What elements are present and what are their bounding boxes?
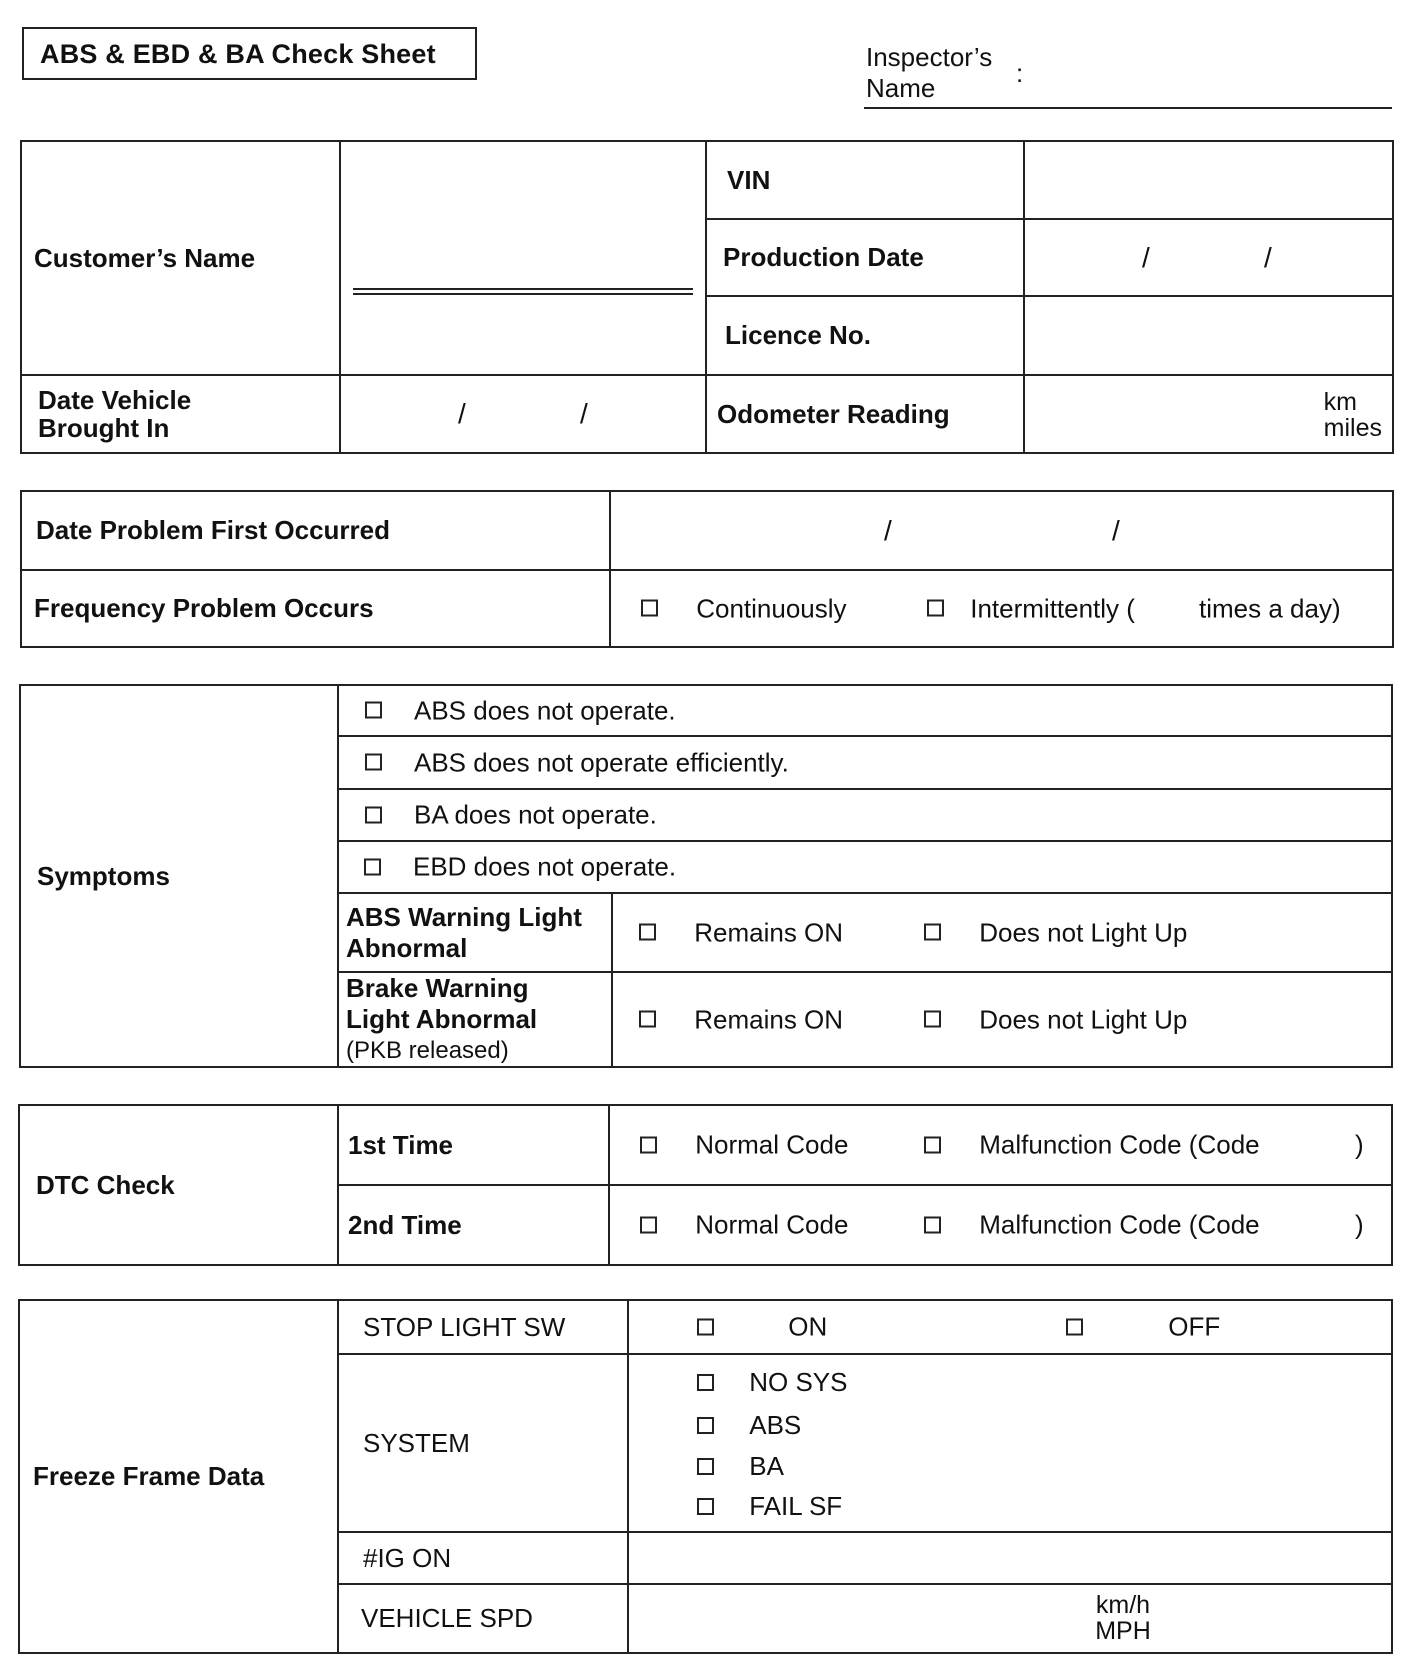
stop-light-sw-options bbox=[628, 1300, 1392, 1354]
dtc-check-label: DTC Check bbox=[19, 1105, 338, 1265]
checkbox[interactable] bbox=[364, 858, 381, 875]
symptom-ba-not-operate: BA does not operate. bbox=[414, 799, 657, 830]
vehicle-spd-label: VEHICLE SPD bbox=[338, 1584, 628, 1653]
ig-on-label: #IG ON bbox=[338, 1532, 628, 1584]
vin-label: VIN bbox=[706, 141, 1024, 219]
date-brought-in-line1: Date Vehicle bbox=[38, 385, 192, 415]
abs-warning-light-line1: ABS Warning Light bbox=[346, 901, 582, 932]
dtc-first-time-options bbox=[609, 1105, 1392, 1185]
normal-code-label: Normal Code bbox=[695, 1129, 849, 1160]
checkbox[interactable] bbox=[640, 1216, 657, 1233]
checkbox[interactable] bbox=[924, 924, 941, 941]
remains-on-label: Remains ON bbox=[694, 917, 844, 947]
does-not-light-up-label: Does not Light Up bbox=[979, 1004, 1188, 1034]
system-option-label: ABS bbox=[749, 1410, 802, 1440]
odometer-field[interactable] bbox=[1024, 375, 1393, 453]
symptom-row[interactable] bbox=[338, 685, 1392, 736]
system-option-label: FAIL SF bbox=[749, 1491, 843, 1521]
inspector-label-line2: Name bbox=[866, 73, 936, 103]
date-problem-first-occurred-field[interactable] bbox=[610, 491, 1393, 570]
checkbox[interactable] bbox=[365, 754, 382, 771]
system-option-abs[interactable] bbox=[697, 1410, 801, 1441]
checkbox[interactable] bbox=[640, 1136, 657, 1153]
abs-warning-light-label bbox=[338, 893, 612, 972]
date-separator: / bbox=[1112, 514, 1120, 546]
vehicle-spd-field[interactable] bbox=[628, 1584, 1392, 1653]
checkbox[interactable] bbox=[639, 1011, 656, 1028]
unit-km: km bbox=[1323, 388, 1357, 416]
production-date-field[interactable] bbox=[1024, 219, 1393, 296]
intermittently-option[interactable] bbox=[927, 593, 1135, 624]
malfunction-code-label: Malfunction Code (Code bbox=[979, 1129, 1260, 1160]
symptom-row[interactable] bbox=[338, 841, 1392, 893]
frequency-problem-occurs-label: Frequency Problem Occurs bbox=[21, 570, 610, 647]
abs-warning-light-line2: Abnormal bbox=[346, 932, 468, 963]
customer-name-label: Customer’s Name bbox=[21, 141, 340, 375]
symptom-row[interactable] bbox=[338, 789, 1392, 841]
licence-no-label: Licence No. bbox=[706, 296, 1024, 375]
date-problem-first-occurred-label: Date Problem First Occurred bbox=[21, 491, 610, 570]
checkbox[interactable] bbox=[697, 1374, 714, 1391]
dtc-second-time-label: 2nd Time bbox=[338, 1185, 609, 1265]
system-option-fail-sf[interactable] bbox=[697, 1491, 842, 1522]
checkbox[interactable] bbox=[1066, 1318, 1083, 1335]
date-separator: / bbox=[580, 398, 588, 429]
checkbox[interactable] bbox=[639, 924, 656, 941]
freeze-frame-table bbox=[18, 1299, 1393, 1654]
brake-warning-light-line2: Light Abnormal bbox=[346, 1004, 538, 1034]
symptom-ebd-not-operate: EBD does not operate. bbox=[413, 851, 677, 882]
problem-occurrence-table bbox=[20, 490, 1394, 648]
system-option-ba[interactable] bbox=[697, 1451, 784, 1482]
customer-name-field[interactable] bbox=[340, 141, 706, 375]
odometer-label: Odometer Reading bbox=[706, 375, 1024, 453]
remains-on-option[interactable] bbox=[639, 1004, 843, 1035]
date-brought-in-label bbox=[21, 375, 340, 453]
remains-on-label: Remains ON bbox=[694, 1004, 844, 1034]
inspector-name-label bbox=[866, 42, 992, 104]
brake-warning-light-label bbox=[338, 972, 612, 1067]
checkbox[interactable] bbox=[697, 1417, 714, 1434]
brake-warning-light-options bbox=[612, 972, 1392, 1067]
date-separator: / bbox=[884, 514, 892, 546]
times-a-day-label: times a day) bbox=[1199, 593, 1341, 623]
system-option-label: BA bbox=[749, 1451, 784, 1481]
malfunction-code-option[interactable] bbox=[924, 1130, 1260, 1161]
close-paren: ) bbox=[1355, 1209, 1364, 1240]
intermittently-label: Intermittently ( bbox=[970, 593, 1135, 623]
checkbox[interactable] bbox=[697, 1458, 714, 1475]
customer-name-underline bbox=[353, 288, 693, 295]
date-separator: / bbox=[458, 398, 466, 429]
vin-field[interactable] bbox=[1024, 141, 1393, 219]
brake-warning-light-line3: (PKB released) bbox=[346, 1037, 509, 1064]
system-option-no-sys[interactable] bbox=[697, 1367, 847, 1398]
date-separator: / bbox=[1142, 241, 1150, 273]
checkbox[interactable] bbox=[924, 1136, 941, 1153]
does-not-light-up-option[interactable] bbox=[924, 917, 1187, 948]
inspector-label-line1: Inspector’s bbox=[866, 42, 993, 72]
dtc-check-table bbox=[18, 1104, 1393, 1266]
vehicle-spd-units bbox=[1088, 1592, 1158, 1644]
symptom-row[interactable] bbox=[338, 736, 1392, 789]
ig-on-field[interactable] bbox=[628, 1532, 1392, 1584]
does-not-light-up-option[interactable] bbox=[924, 1004, 1187, 1035]
checkbox[interactable] bbox=[924, 1216, 941, 1233]
system-option-label: NO SYS bbox=[749, 1367, 848, 1397]
production-date-label: Production Date bbox=[706, 219, 1024, 296]
normal-code-option[interactable] bbox=[640, 1210, 848, 1241]
checkbox[interactable] bbox=[697, 1318, 714, 1335]
normal-code-label: Normal Code bbox=[695, 1209, 849, 1240]
stop-light-sw-label: STOP LIGHT SW bbox=[338, 1300, 628, 1354]
brake-warning-light-line1: Brake Warning bbox=[346, 973, 529, 1003]
checkbox[interactable] bbox=[924, 1011, 941, 1028]
inspector-colon: : bbox=[1016, 58, 1024, 88]
continuously-option[interactable] bbox=[641, 593, 847, 624]
date-separator: / bbox=[1264, 241, 1272, 273]
inspector-name-field[interactable] bbox=[864, 107, 1392, 109]
symptom-abs-not-efficient: ABS does not operate efficiently. bbox=[414, 747, 789, 777]
checkbox[interactable] bbox=[697, 1498, 714, 1515]
system-options bbox=[628, 1354, 1392, 1532]
symptom-abs-not-operate: ABS does not operate. bbox=[414, 695, 676, 725]
checkbox[interactable] bbox=[365, 702, 382, 719]
odometer-units bbox=[1324, 389, 1382, 441]
close-paren: ) bbox=[1355, 1129, 1364, 1160]
checkbox[interactable] bbox=[927, 600, 944, 617]
dtc-first-time-label: 1st Time bbox=[338, 1105, 609, 1185]
off-option[interactable] bbox=[1066, 1312, 1220, 1343]
checkbox[interactable] bbox=[365, 806, 382, 823]
checkbox[interactable] bbox=[641, 600, 658, 617]
malfunction-code-label: Malfunction Code (Code bbox=[979, 1209, 1260, 1240]
system-label: SYSTEM bbox=[338, 1354, 628, 1532]
remains-on-option[interactable] bbox=[639, 917, 843, 948]
vehicle-info-table bbox=[20, 140, 1394, 454]
normal-code-option[interactable] bbox=[640, 1130, 848, 1161]
off-label: OFF bbox=[1168, 1311, 1221, 1342]
check-sheet-title: ABS & EBD & BA Check Sheet bbox=[22, 27, 477, 80]
symptoms-table bbox=[19, 684, 1393, 1068]
does-not-light-up-label: Does not Light Up bbox=[979, 917, 1188, 947]
freeze-frame-data-label: Freeze Frame Data bbox=[19, 1300, 338, 1653]
unit-miles: miles bbox=[1323, 414, 1382, 442]
symptoms-label: Symptoms bbox=[20, 685, 338, 1067]
dtc-second-time-options bbox=[609, 1185, 1392, 1265]
date-brought-in-field[interactable] bbox=[340, 375, 706, 453]
abs-warning-light-options bbox=[612, 893, 1392, 972]
date-brought-in-line2: Brought In bbox=[38, 413, 170, 443]
on-label: ON bbox=[788, 1311, 828, 1342]
licence-no-field[interactable] bbox=[1024, 296, 1393, 375]
frequency-options bbox=[610, 570, 1393, 647]
unit-mph: MPH bbox=[1095, 1617, 1151, 1645]
continuously-label: Continuously bbox=[696, 593, 847, 623]
malfunction-code-option[interactable] bbox=[924, 1210, 1260, 1241]
on-option[interactable] bbox=[697, 1312, 827, 1343]
unit-kmh: km/h bbox=[1095, 1591, 1151, 1619]
